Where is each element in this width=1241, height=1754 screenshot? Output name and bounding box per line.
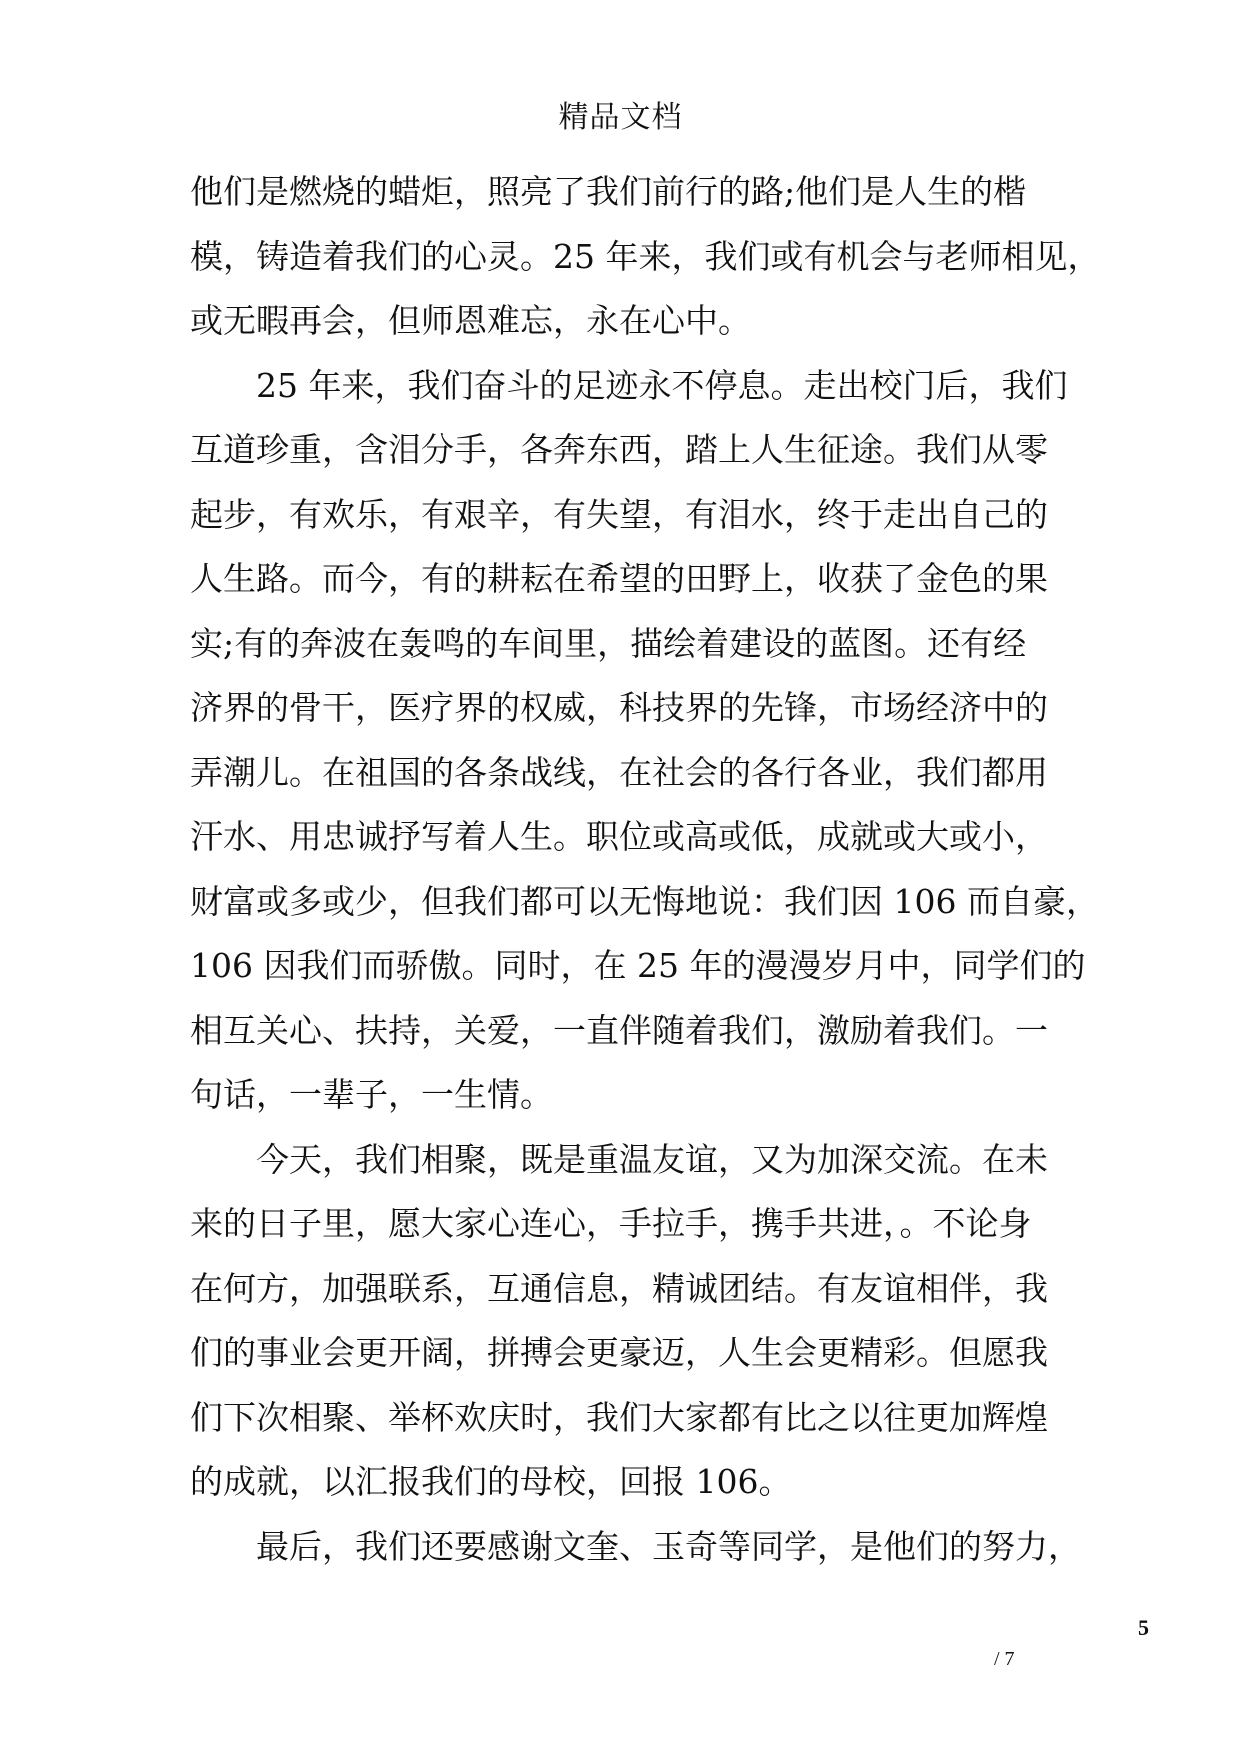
text-line: 实;有的奔波在轰鸣的车间里，描绘着建设的蓝图。还有经 (190, 623, 1027, 663)
text-line: 或无暇再会，但师恩难忘，永在心中。 (190, 301, 751, 340)
text-line: 财富或多或少，但我们都可以无悔地说：我们因 106 而自豪， (190, 881, 1099, 921)
text-line: 人生路。而今，有的耕耘在希望的田野上，收获了金色的果 (190, 559, 1048, 598)
text-line: 106 因我们而骄傲。同时，在 25 年的漫漫岁月中，同学们的 (190, 946, 1086, 985)
text-line: 在何方，加强联系，互通信息，精诚团结。有友谊相伴，我 (190, 1268, 1048, 1308)
page-number: 5 (1138, 1615, 1149, 1640)
text-line: 汗水、用忠诚抒写着人生。职位或高或低，成就或大或小， (190, 817, 1048, 856)
page-total: / 7 (994, 1648, 1015, 1670)
document-header-title: 精品文档 (558, 100, 683, 135)
text-line: 模，铸造着我们的心灵。25 年来，我们或有机会与老师相见， (190, 236, 1101, 276)
text-line: 互道珍重，含泪分手，各奔东西，踏上人生征途。我们从零 (190, 430, 1048, 469)
text-line: 他们是燃烧的蜡炬，照亮了我们前行的路;他们是人生的楷 (190, 172, 1027, 211)
text-line: 的成就，以汇报我们的母校，回报 106。 (190, 1462, 792, 1501)
text-line: 相互关心、扶持，关爱，一直伴随着我们，激励着我们。一 (190, 1010, 1048, 1050)
text-line: 来的日子里，愿大家心连心，手拉手，携手共进，。不论身 (190, 1204, 1032, 1243)
text-line: 弄潮儿。在祖国的各条战线，在社会的各行各业，我们都用 (190, 752, 1048, 792)
text-line: 最后，我们还要感谢文奎、玉奇等同学，是他们的努力， (256, 1526, 1081, 1566)
text-line: 济界的骨干，医疗界的权威，科技界的先锋，市场经济中的 (190, 688, 1048, 727)
text-line: 今天，我们相聚，既是重温友谊，又为加深交流。在未 (256, 1139, 1048, 1179)
document-body (190, 160, 1101, 1579)
text-line: 们下次相聚、举杯欢庆时，我们大家都有比之以往更加辉煌 (190, 1397, 1048, 1437)
text-line: 25 年来，我们奋斗的足迹永不停息。走出校门后，我们 (256, 365, 1068, 405)
text-line: 们的事业会更开阔，拼搏会更豪迈，人生会更精彩。但愿我 (190, 1333, 1048, 1372)
text-line: 起步，有欢乐，有艰辛，有失望，有泪水，终于走出自己的 (190, 494, 1048, 534)
text-line: 句话，一辈子，一生情。 (190, 1075, 553, 1114)
